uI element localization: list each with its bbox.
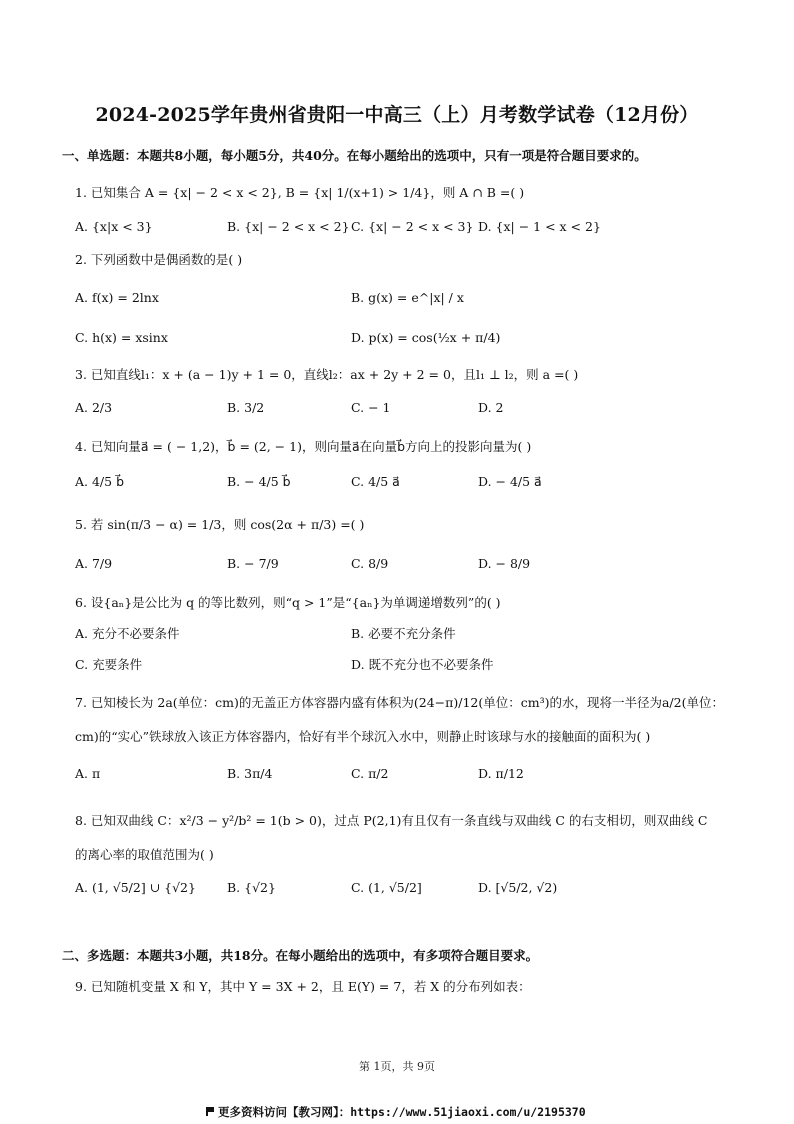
section-heading-single-choice: 一、单选题：本题共8小题，每小题5分，共40分。在每小题给出的选项中，只有一项是符合题目要求的。 [62, 148, 647, 163]
page-title: 2024-2025学年贵州省贵阳一中高三（上）月考数学试卷（12月份） [95, 104, 699, 126]
question-5-option-d: D. − 8/9 [478, 556, 531, 571]
question-4-option-a: A. 4/5 b⃗ [75, 474, 124, 489]
question-7-stem-line-2: cm)的“实心”铁球放入该正方体容器内，恰好有半个球沉入水中，则静止时该球与水的接触面的面积为( ) [75, 729, 651, 744]
question-1-stem: 1. 已知集合 A = {x| − 2 < x < 2}, B = {x| 1/(x+1) > 1/4}，则 A ∩ B =( ) [75, 185, 525, 200]
question-6-option-c: C. 充要条件 [75, 657, 143, 672]
question-8-option-a: A. (1, √5/2] ∪ {√2} [75, 880, 196, 895]
promo-link[interactable] [206, 1104, 586, 1120]
question-4-stem: 4. 已知向量a⃗ = ( − 1,2)，b⃗ = (2, − 1)，则向量a⃗在向量b⃗方向上的投影向量为( ) [75, 439, 532, 454]
question-1-option-b: B. {x| − 2 < x < 2} [227, 219, 350, 234]
question-8-stem-line-1: 8. 已知双曲线 C：x²/3 − y²/b² = 1(b > 0)，过点 P(2,1)有且仅有一条直线与双曲线 C 的右支相切，则双曲线 C [75, 813, 708, 828]
question-4-option-b: B. − 4/5 b⃗ [227, 474, 291, 489]
question-8-stem-line-2: 的离心率的取值范围为( ) [75, 847, 214, 862]
promo-text: 更多资料访问【教习网】：https://www.51jiaoxi.com/u/2195370 [218, 1105, 586, 1119]
question-5-option-a: A. 7/9 [75, 556, 113, 571]
question-6-option-d: D. 既不充分也不必要条件 [351, 657, 494, 672]
question-3-stem: 3. 已知直线l₁：x + (a − 1)y + 1 = 0，直线l₂：ax + 2y + 2 = 0，且l₁ ⊥ l₂，则 a =( ) [75, 367, 579, 382]
question-8-option-b: B. {√2} [227, 880, 276, 895]
question-6-option-a: A. 充分不必要条件 [75, 626, 180, 641]
question-6-stem: 6. 设{aₙ}是公比为 q 的等比数列，则“q > 1”是“{aₙ}为单调递增数列”的( ) [75, 595, 501, 610]
question-7-option-c: C. π/2 [351, 766, 389, 781]
question-4-option-d: D. − 4/5 a⃗ [478, 474, 542, 489]
question-1-option-a: A. {x|x < 3} [75, 219, 153, 234]
question-8-option-c: C. (1, √5/2] [351, 880, 422, 895]
question-2-option-d: D. p(x) = cos(½x + π/4) [351, 330, 501, 345]
question-2-option-a: A. f(x) = 2lnx [75, 290, 159, 305]
question-7-option-d: D. π/12 [478, 766, 524, 781]
question-2-option-b: B. g(x) = e^|x| / x [351, 290, 464, 305]
question-7-stem-line-1: 7. 已知棱长为 2a(单位：cm)的无盖正方体容器内盛有体积为(24−π)/12(单位：cm³)的水，现将一半径为a/2(单位： [75, 695, 724, 710]
question-7-option-a: A. π [75, 766, 101, 781]
question-2-option-c: C. h(x) = xsinx [75, 330, 168, 345]
question-1-option-d: D. {x| − 1 < x < 2} [478, 219, 601, 234]
question-4-option-c: C. 4/5 a⃗ [351, 474, 400, 489]
flag-icon [206, 1107, 214, 1116]
section-heading-multiple-choice: 二、多选题：本题共3小题，共18分。在每小题给出的选项中，有多项符合题目要求。 [62, 948, 539, 963]
question-3-option-c: C. − 1 [351, 400, 391, 415]
question-3-option-b: B. 3/2 [227, 400, 265, 415]
question-6-option-b: B. 必要不充分条件 [351, 626, 456, 641]
question-7-option-b: B. 3π/4 [227, 766, 273, 781]
page-number: 第 1页，共 9页 [359, 1060, 435, 1073]
question-2-stem: 2. 下列函数中是偶函数的是( ) [75, 252, 243, 267]
question-5-option-c: C. 8/9 [351, 556, 389, 571]
question-1-option-c: C. {x| − 2 < x < 3} [351, 219, 474, 234]
question-3-option-d: D. 2 [478, 400, 504, 415]
question-5-option-b: B. − 7/9 [227, 556, 279, 571]
question-9-stem: 9. 已知随机变量 X 和 Y，其中 Y = 3X + 2，且 E(Y) = 7，若 X 的分布列如表： [75, 979, 531, 994]
question-5-stem: 5. 若 sin(π/3 − α) = 1/3，则 cos(2α + π/3) =( ) [75, 517, 365, 532]
question-8-option-d: D. [√5/2, √2) [478, 880, 558, 895]
question-3-option-a: A. 2/3 [75, 400, 113, 415]
